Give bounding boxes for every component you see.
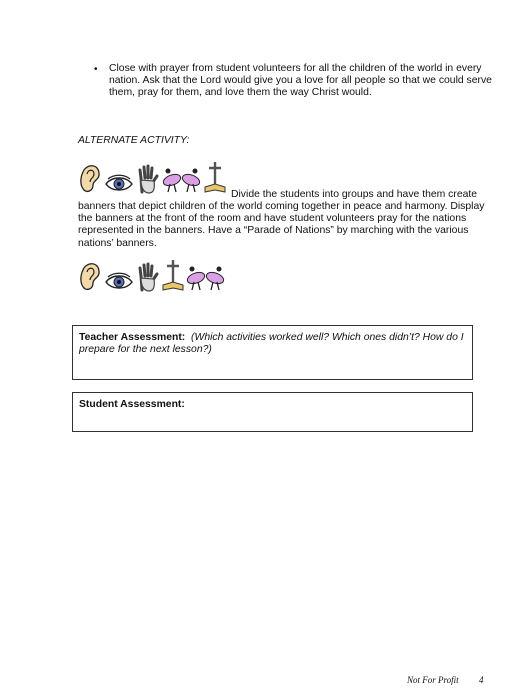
cross-bible-icon xyxy=(162,258,184,292)
hand-icon xyxy=(136,164,160,194)
teacher-assessment-content xyxy=(79,332,464,356)
closing-prayer-text: Close with prayer from student volunteers for all the children of the world in every nation. Ask that the Lord would give you a love for all people so that we could serve them, pray for them, and love them the way Christ would. xyxy=(109,63,492,99)
walking-feet-icon xyxy=(162,166,202,194)
cross-bible-icon xyxy=(204,160,226,194)
page-number: 4 xyxy=(479,675,484,685)
ear-icon xyxy=(78,160,102,194)
bullet-marker: • xyxy=(94,64,98,75)
teacher-assessment-prompt: (Which activities worked well? Which ones didn’t? How do I prepare for the next lesson?) xyxy=(79,332,464,356)
ear-icon xyxy=(78,258,102,292)
eye-icon xyxy=(104,174,134,194)
senses-icon-row-2 xyxy=(78,258,226,292)
teacher-assessment-label: Teacher Assessment: xyxy=(79,332,186,343)
alternate-activity-text: banners that depict children of the world coming together in peace and harmony. Display the banners at the front of the room and have student volunteers pray for the nations represented in the banners. Have a “Parade of Nations” by marching with the various nations’ banners. xyxy=(78,201,485,249)
alternate-activity-first-line: Divide the students into groups and have them create xyxy=(231,189,478,200)
student-assessment-box[interactable] xyxy=(72,392,473,432)
teacher-assessment-box[interactable] xyxy=(72,325,473,380)
student-assessment-label: Student Assessment: xyxy=(79,399,185,410)
senses-icon-row xyxy=(78,160,226,194)
hand-icon xyxy=(136,262,160,292)
student-assessment-content xyxy=(79,399,464,411)
eye-icon xyxy=(104,272,134,292)
alternate-activity-heading: ALTERNATE ACTIVITY: xyxy=(78,135,190,146)
footer-text: Not For Profit xyxy=(407,675,459,685)
walking-feet-icon xyxy=(186,264,226,292)
